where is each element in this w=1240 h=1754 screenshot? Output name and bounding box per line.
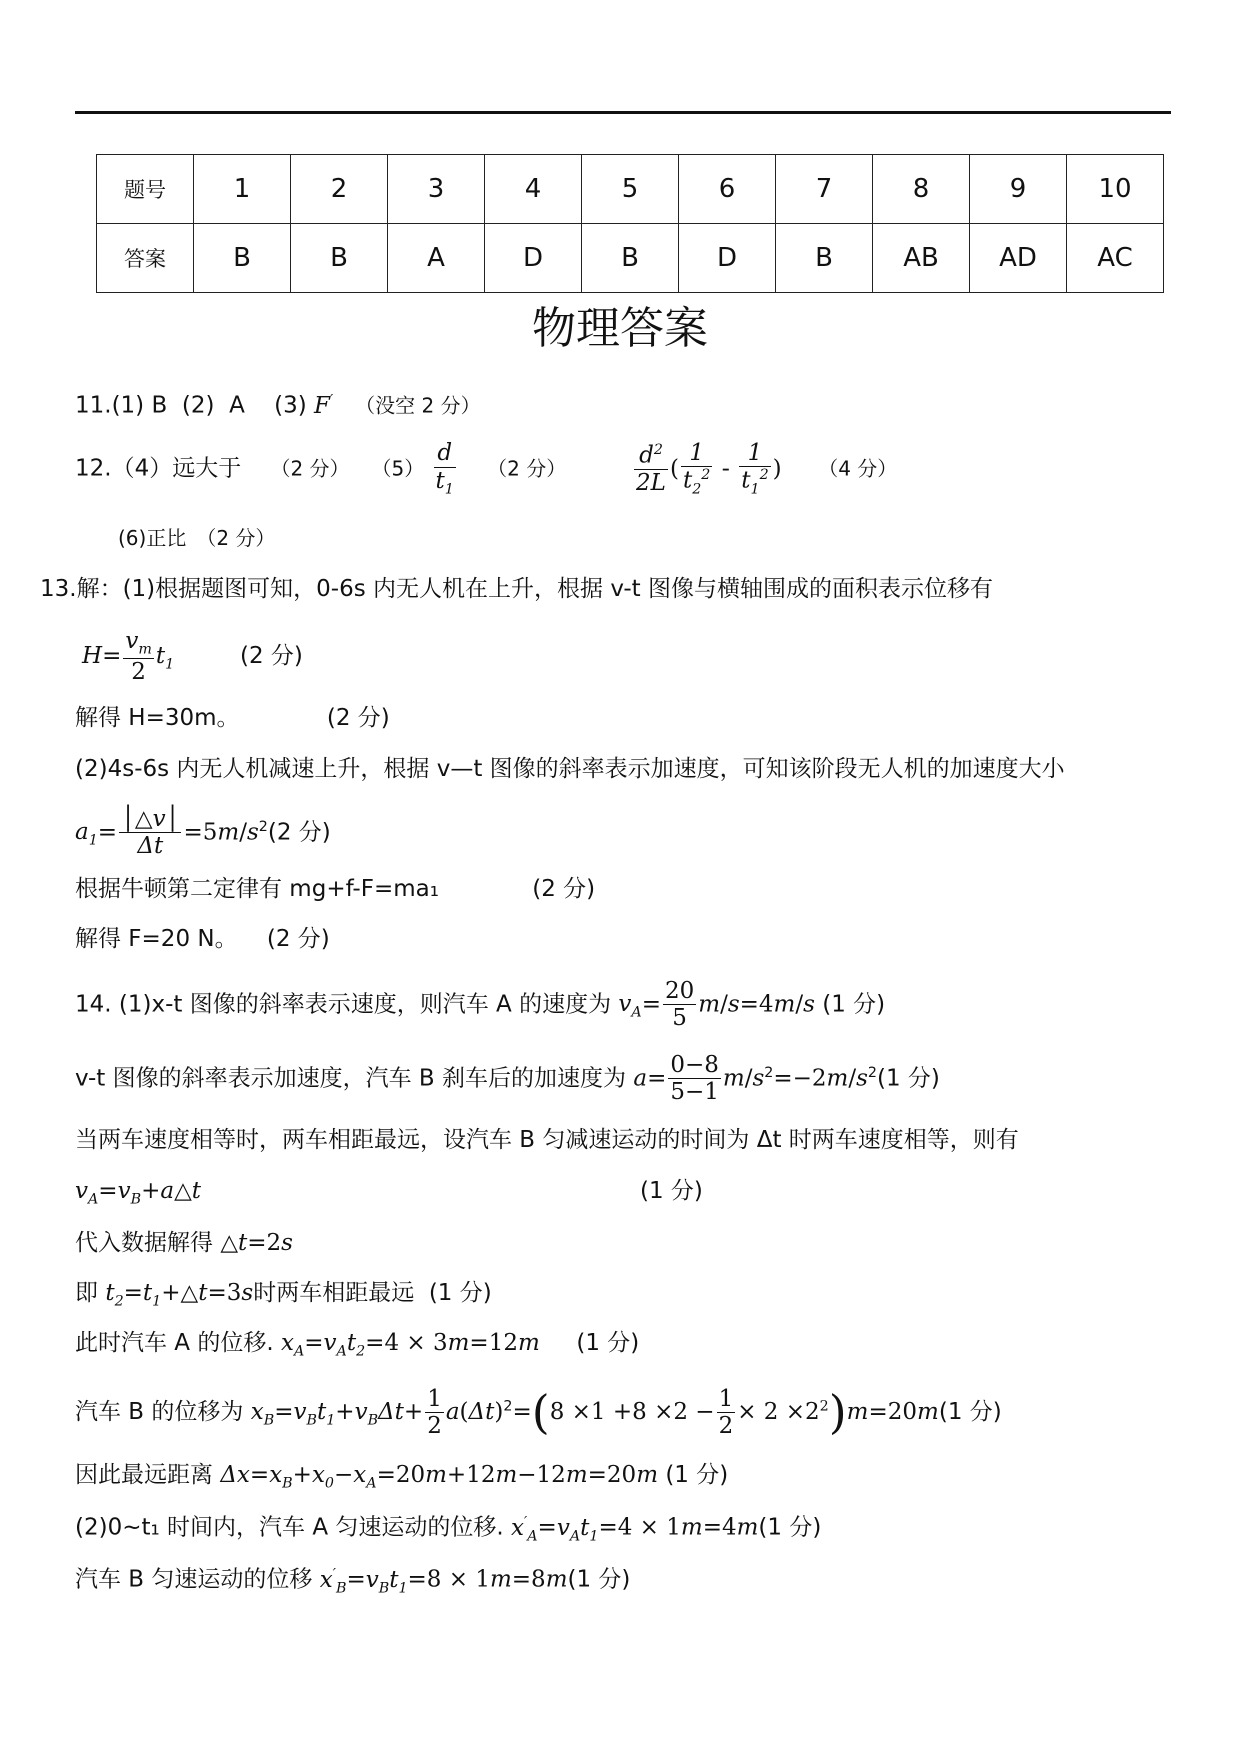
q11-part-3: (3) bbox=[274, 392, 307, 419]
q13-eq2-score: (2 分) bbox=[267, 819, 331, 846]
question-number: 2 bbox=[291, 155, 388, 224]
q14-line-10: (2)0~t₁ 时间内，汽车 A 匀速运动的位移. $x'_A=v_At_1=4 \times 1m=4m(1$ 分) bbox=[75, 1514, 822, 1545]
q14-line-4-score: (1 分) bbox=[640, 1178, 703, 1204]
q12-formula-6: $\frac{d^2}{2L}$ ( $\frac{1}{t_2^2}$ - $\frac{1}{t_1^2}$ ) bbox=[636, 440, 782, 498]
answer-cell: D bbox=[485, 224, 582, 293]
q14-line-4: $v_A=v_B+a\triangle t$ (1 分) bbox=[75, 1178, 703, 1208]
q12-prefix: 12.（4）远大于 bbox=[75, 455, 242, 482]
q13-eq2: $a_1=$ $\frac{│\triangle v│}{\Delta t}$ $=5m/s^2(2$ 分) bbox=[75, 806, 331, 860]
q14-line-2: v-t 图像的斜率表示加速度，汽车 B 刹车后的加速度为 a= $\frac{0-8}{5-1}$ $m/s^2=-2m/s^2(1$ 分) bbox=[75, 1052, 940, 1106]
q11-answer-3: F′ bbox=[314, 392, 334, 419]
answer-cell: B bbox=[776, 224, 873, 293]
question-number: 3 bbox=[388, 155, 485, 224]
q14-line-6: 即 $t_2=t_1+\triangle t=3s$时两车相距最远 (1 分) bbox=[75, 1280, 492, 1310]
q14-line-11: 汽车 B 匀速运动的位移 $x'_B=v_Bt_1=8 \times 1m=8m(1$ 分) bbox=[75, 1566, 631, 1597]
q13-result-2-score: (2 分) bbox=[266, 926, 330, 952]
q13-result-1-score: (2 分) bbox=[326, 705, 390, 731]
q13-eq1: H= $\frac{v_m}{2}$ $t_1$ (2 分) bbox=[82, 628, 303, 685]
q14-line-1: 14. (1)x-t 图像的斜率表示速度，则汽车 A 的速度为 $v_A=$ $\frac{20}{5}$ m/s=4m/s (1 分) bbox=[75, 978, 886, 1032]
answer-cell: B bbox=[582, 224, 679, 293]
q14-line-1-score: (1 分) bbox=[822, 991, 886, 1018]
q14-line-2-score: (1 分) bbox=[876, 1065, 940, 1092]
q14-line-7: 此时汽车 A 的位移. $x_A=v_At_2=4 \times 3m=12m$ (1 分) bbox=[75, 1330, 640, 1360]
q14-line-9-score: (1 分) bbox=[665, 1462, 729, 1488]
q14-line-8-score: (1 分) bbox=[938, 1399, 1002, 1426]
q14-line-5: 代入数据解得 △t=2s bbox=[75, 1230, 293, 1256]
q11-answer-2: A bbox=[229, 392, 245, 419]
q13-result-2: 解得 F=20 N。 (2 分) bbox=[75, 926, 330, 952]
q13-intro: 13.解：(1)根据题图可知，0-6s 内无人机在上升，根据 v-t 图像与横轴围成的面积表示位移有 bbox=[40, 576, 993, 602]
q11-prefix: 11.(1) bbox=[75, 392, 145, 419]
q11-part-2: (2) bbox=[181, 392, 215, 419]
q12-score-5: （2 分） bbox=[487, 456, 567, 481]
question-number: 4 bbox=[485, 155, 582, 224]
question-number: 5 bbox=[582, 155, 679, 224]
question-number: 8 bbox=[873, 155, 970, 224]
q12-part-5: （5） bbox=[371, 456, 425, 481]
answer-cell: AD bbox=[970, 224, 1067, 293]
top-rule bbox=[75, 111, 1171, 114]
q11-line bbox=[75, 392, 481, 420]
q11-answer-1: B bbox=[151, 392, 168, 419]
q14-line-11-score: (1 分) bbox=[567, 1566, 631, 1593]
answer-row bbox=[97, 224, 1164, 293]
answer-cell: AB bbox=[873, 224, 970, 293]
question-number: 6 bbox=[679, 155, 776, 224]
q13-newton: 根据牛顿第二定律有 mg+f-F=ma₁ (2 分) bbox=[75, 876, 596, 902]
q12-formula-5: $\frac{d}{t_1}$ bbox=[435, 440, 454, 498]
q14-line-7-score: (1 分) bbox=[576, 1330, 640, 1356]
row-header-question: 题号 bbox=[97, 155, 194, 224]
question-number: 10 bbox=[1067, 155, 1164, 224]
q14-line-6-score: (1 分) bbox=[428, 1280, 492, 1306]
q13-result-1: 解得 H=30m。 (2 分) bbox=[75, 705, 390, 731]
q14-line-8: 汽车 B 的位移为 $x_B=v_Bt_1+v_B\Delta t+$ $\frac{1}{2}$ $a(\Delta t)^2=(8 \times 1 +8 \times 2$ − $\frac{1}{2}$ × $2 \times 2^2)m=20m(1$ 分) bbox=[75, 1385, 1002, 1440]
question-number: 7 bbox=[776, 155, 873, 224]
page-title: 物理答案 bbox=[532, 303, 708, 354]
q12-line-2: (6)正比 （2 分） bbox=[118, 526, 276, 550]
q12-line bbox=[75, 440, 897, 498]
question-number: 1 bbox=[194, 155, 291, 224]
q14-line-10-score: (1 分) bbox=[758, 1514, 822, 1541]
q13-newton-score: (2 分) bbox=[532, 876, 596, 902]
q12-score-6f: （4 分） bbox=[818, 456, 898, 481]
q12-score-4: （2 分） bbox=[270, 456, 350, 481]
answer-cell: D bbox=[679, 224, 776, 293]
answer-cell: B bbox=[291, 224, 388, 293]
row-header-answer: 答案 bbox=[97, 224, 194, 293]
question-number-row bbox=[97, 155, 1164, 224]
answer-table bbox=[96, 154, 1164, 293]
answer-cell: AC bbox=[1067, 224, 1164, 293]
answer-cell: B bbox=[194, 224, 291, 293]
q13-part-2: (2)4s-6s 内无人机减速上升，根据 v—t 图像的斜率表示加速度，可知该阶段无人机的加速度大小 bbox=[75, 756, 1065, 782]
question-number: 9 bbox=[970, 155, 1067, 224]
q14-line-9: 因此最远距离 $\Delta x=x_B+x_0-x_A=20m+12m-12m=20m$ (1 分) bbox=[75, 1462, 729, 1492]
answer-cell: A bbox=[388, 224, 485, 293]
q13-eq1-score: (2 分) bbox=[240, 643, 303, 670]
q14-line-3: 当两车速度相等时，两车相距最远，设汽车 B 匀减速运动的时间为 Δt 时两车速度相等，则有 bbox=[75, 1127, 1019, 1153]
q11-score: （没空 2 分） bbox=[355, 393, 481, 418]
